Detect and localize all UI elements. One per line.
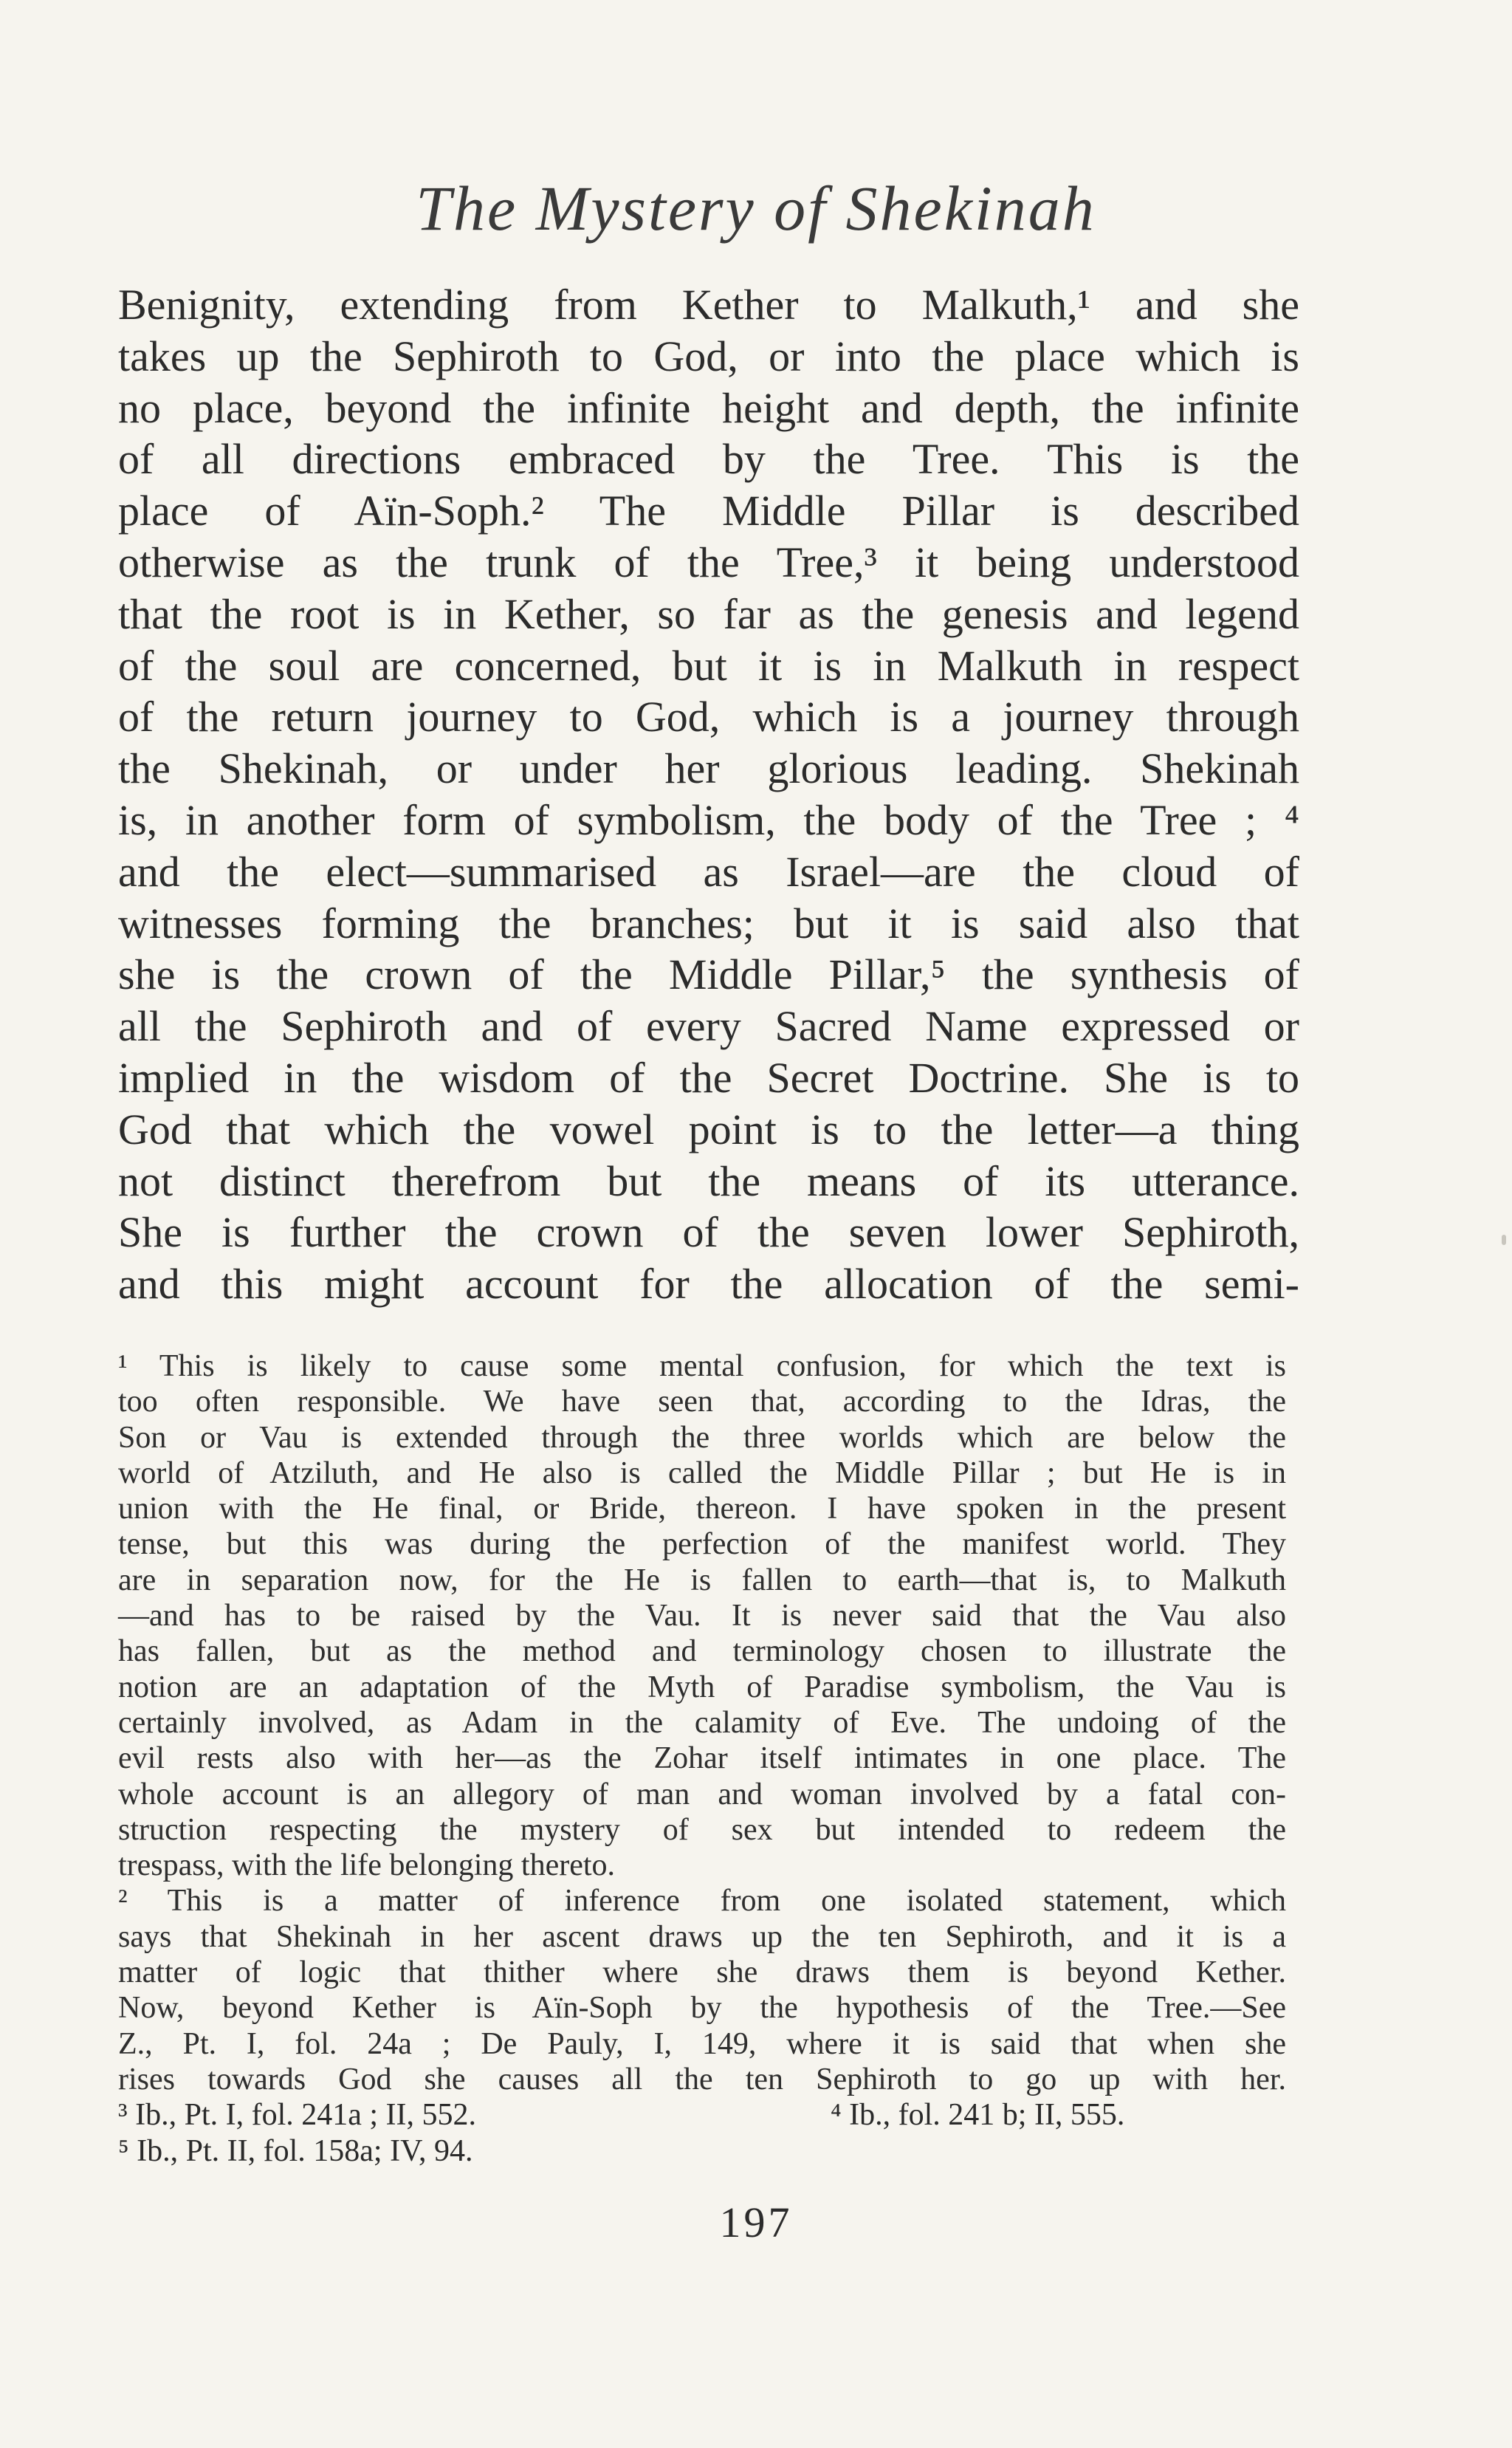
- footnote-line: Son or Vau is extended through the three worlds which are below the: [118, 1420, 1286, 1455]
- body-line: of all directions embraced by the Tree. This is the: [118, 435, 1299, 484]
- footnote-line: trespass, with the life belonging thereto.: [118, 1848, 616, 1883]
- body-line: she is the crown of the Middle Pillar,⁵ the synthesis of: [118, 950, 1299, 999]
- running-head: The Mystery of Shekinah: [416, 173, 1096, 244]
- body-text: [118, 279, 1299, 1310]
- footnote-line: too often responsible. We have seen that, according to the Idras, the: [118, 1385, 1286, 1419]
- body-line: Benignity, extending from Kether to Malkuth,¹ and she: [118, 281, 1299, 329]
- body-line: that the root is in Kether, so far as the genesis and legend: [118, 589, 1299, 638]
- body-line: is, in another form of symbolism, the body of the Tree ; ⁴: [118, 795, 1299, 844]
- body-line: otherwise as the trunk of the Tree,³ it being understood: [118, 538, 1299, 586]
- footnote-line: are in separation now, for the He is fallen to earth—that is, to Malkuth: [118, 1563, 1286, 1597]
- footnote-refs-row: [118, 2097, 1286, 2133]
- footnote-line: certainly involved, as Adam in the calamity of Eve. The undoing of the: [118, 1705, 1286, 1740]
- body-line: witnesses forming the branches; but it is said also that: [118, 899, 1299, 947]
- body-line: and this might account for the allocation of the semi-: [118, 1260, 1299, 1309]
- footnote-line: Z., Pt. I, fol. 24a ; De Pauly, I, 149, where it is said that when she: [118, 2026, 1286, 2061]
- scan-mark: [1502, 1235, 1506, 1245]
- body-line: implied in the wisdom of the Secret Doctrine. She is to: [118, 1053, 1299, 1102]
- footnote-line: whole account is an allegory of man and woman involved by a fatal con-: [118, 1777, 1286, 1811]
- footnote-line: Now, beyond Kether is Aïn-Soph by the hypothesis of the Tree.—See: [118, 1991, 1286, 2026]
- body-line: not distinct therefrom but the means of its utterance.: [118, 1156, 1299, 1205]
- footnote-line: ² This is a matter of inference from one isolated statement, which: [118, 1884, 1286, 1919]
- footnote-line: evil rests also with her—as the Zohar itself intimates in one place. The: [118, 1741, 1286, 1776]
- body-line: She is further the crown of the seven lower Sephiroth,: [118, 1208, 1299, 1257]
- body-line: God that which the vowel point is to the letter—a thing: [118, 1105, 1299, 1153]
- footnote-line: struction respecting the mystery of sex but intended to redeem the: [118, 1812, 1286, 1847]
- footnote-5: ⁵ Ib., Pt. II, fol. 158a; IV, 94.: [118, 2133, 473, 2168]
- body-line: the Shekinah, or under her glorious leading. Shekinah: [118, 744, 1299, 793]
- footnote-line: rises towards God she causes all the ten Sephiroth to go up with her.: [118, 2062, 1286, 2096]
- footnote-line: says that Shekinah in her ascent draws up the ten Sephiroth, and it is a: [118, 1919, 1286, 1954]
- body-line: all the Sephiroth and of every Sacred Name expressed or: [118, 1002, 1299, 1051]
- footnote-3: ³ Ib., Pt. I, fol. 241a ; II, 552.: [118, 2098, 477, 2133]
- footnote-line: —and has to be raised by the Vau. It is never said that the Vau also: [118, 1599, 1286, 1633]
- footnote-line: matter of logic that thither where she draws them is beyond Kether.: [118, 1955, 1286, 1990]
- footnote-refs-row: [118, 2133, 1286, 2169]
- page-number: 197: [719, 2198, 793, 2246]
- body-line: no place, beyond the infinite height and depth, the infinite: [118, 383, 1299, 432]
- footnotes: [118, 1348, 1286, 2169]
- body-line: place of Aïn-Soph.² The Middle Pillar is described: [118, 487, 1299, 535]
- footnote-line: union with the He final, or Bride, thereon. I have spoken in the present: [118, 1492, 1286, 1526]
- body-line: of the soul are concerned, but it is in Malkuth in respect: [118, 641, 1299, 690]
- body-line: and the elect—summarised as Israel—are the cloud of: [118, 847, 1299, 896]
- footnote-4: ⁴ Ib., fol. 241 b; II, 555.: [831, 2098, 1125, 2133]
- footnote-line: notion are an adaptation of the Myth of Paradise symbolism, the Vau is: [118, 1670, 1286, 1704]
- body-line: of the return journey to God, which is a journey through: [118, 693, 1299, 741]
- footnote-line: tense, but this was during the perfection of the manifest world. They: [118, 1527, 1286, 1562]
- footnote-line: ¹ This is likely to cause some mental confusion, for which the text is: [118, 1349, 1286, 1383]
- body-line: takes up the Sephiroth to God, or into the place which is: [118, 332, 1299, 380]
- footnote-line: has fallen, but as the method and terminology chosen to illustrate the: [118, 1634, 1286, 1669]
- footnote-line: world of Atziluth, and He also is called the Middle Pillar ; but He is in: [118, 1456, 1286, 1490]
